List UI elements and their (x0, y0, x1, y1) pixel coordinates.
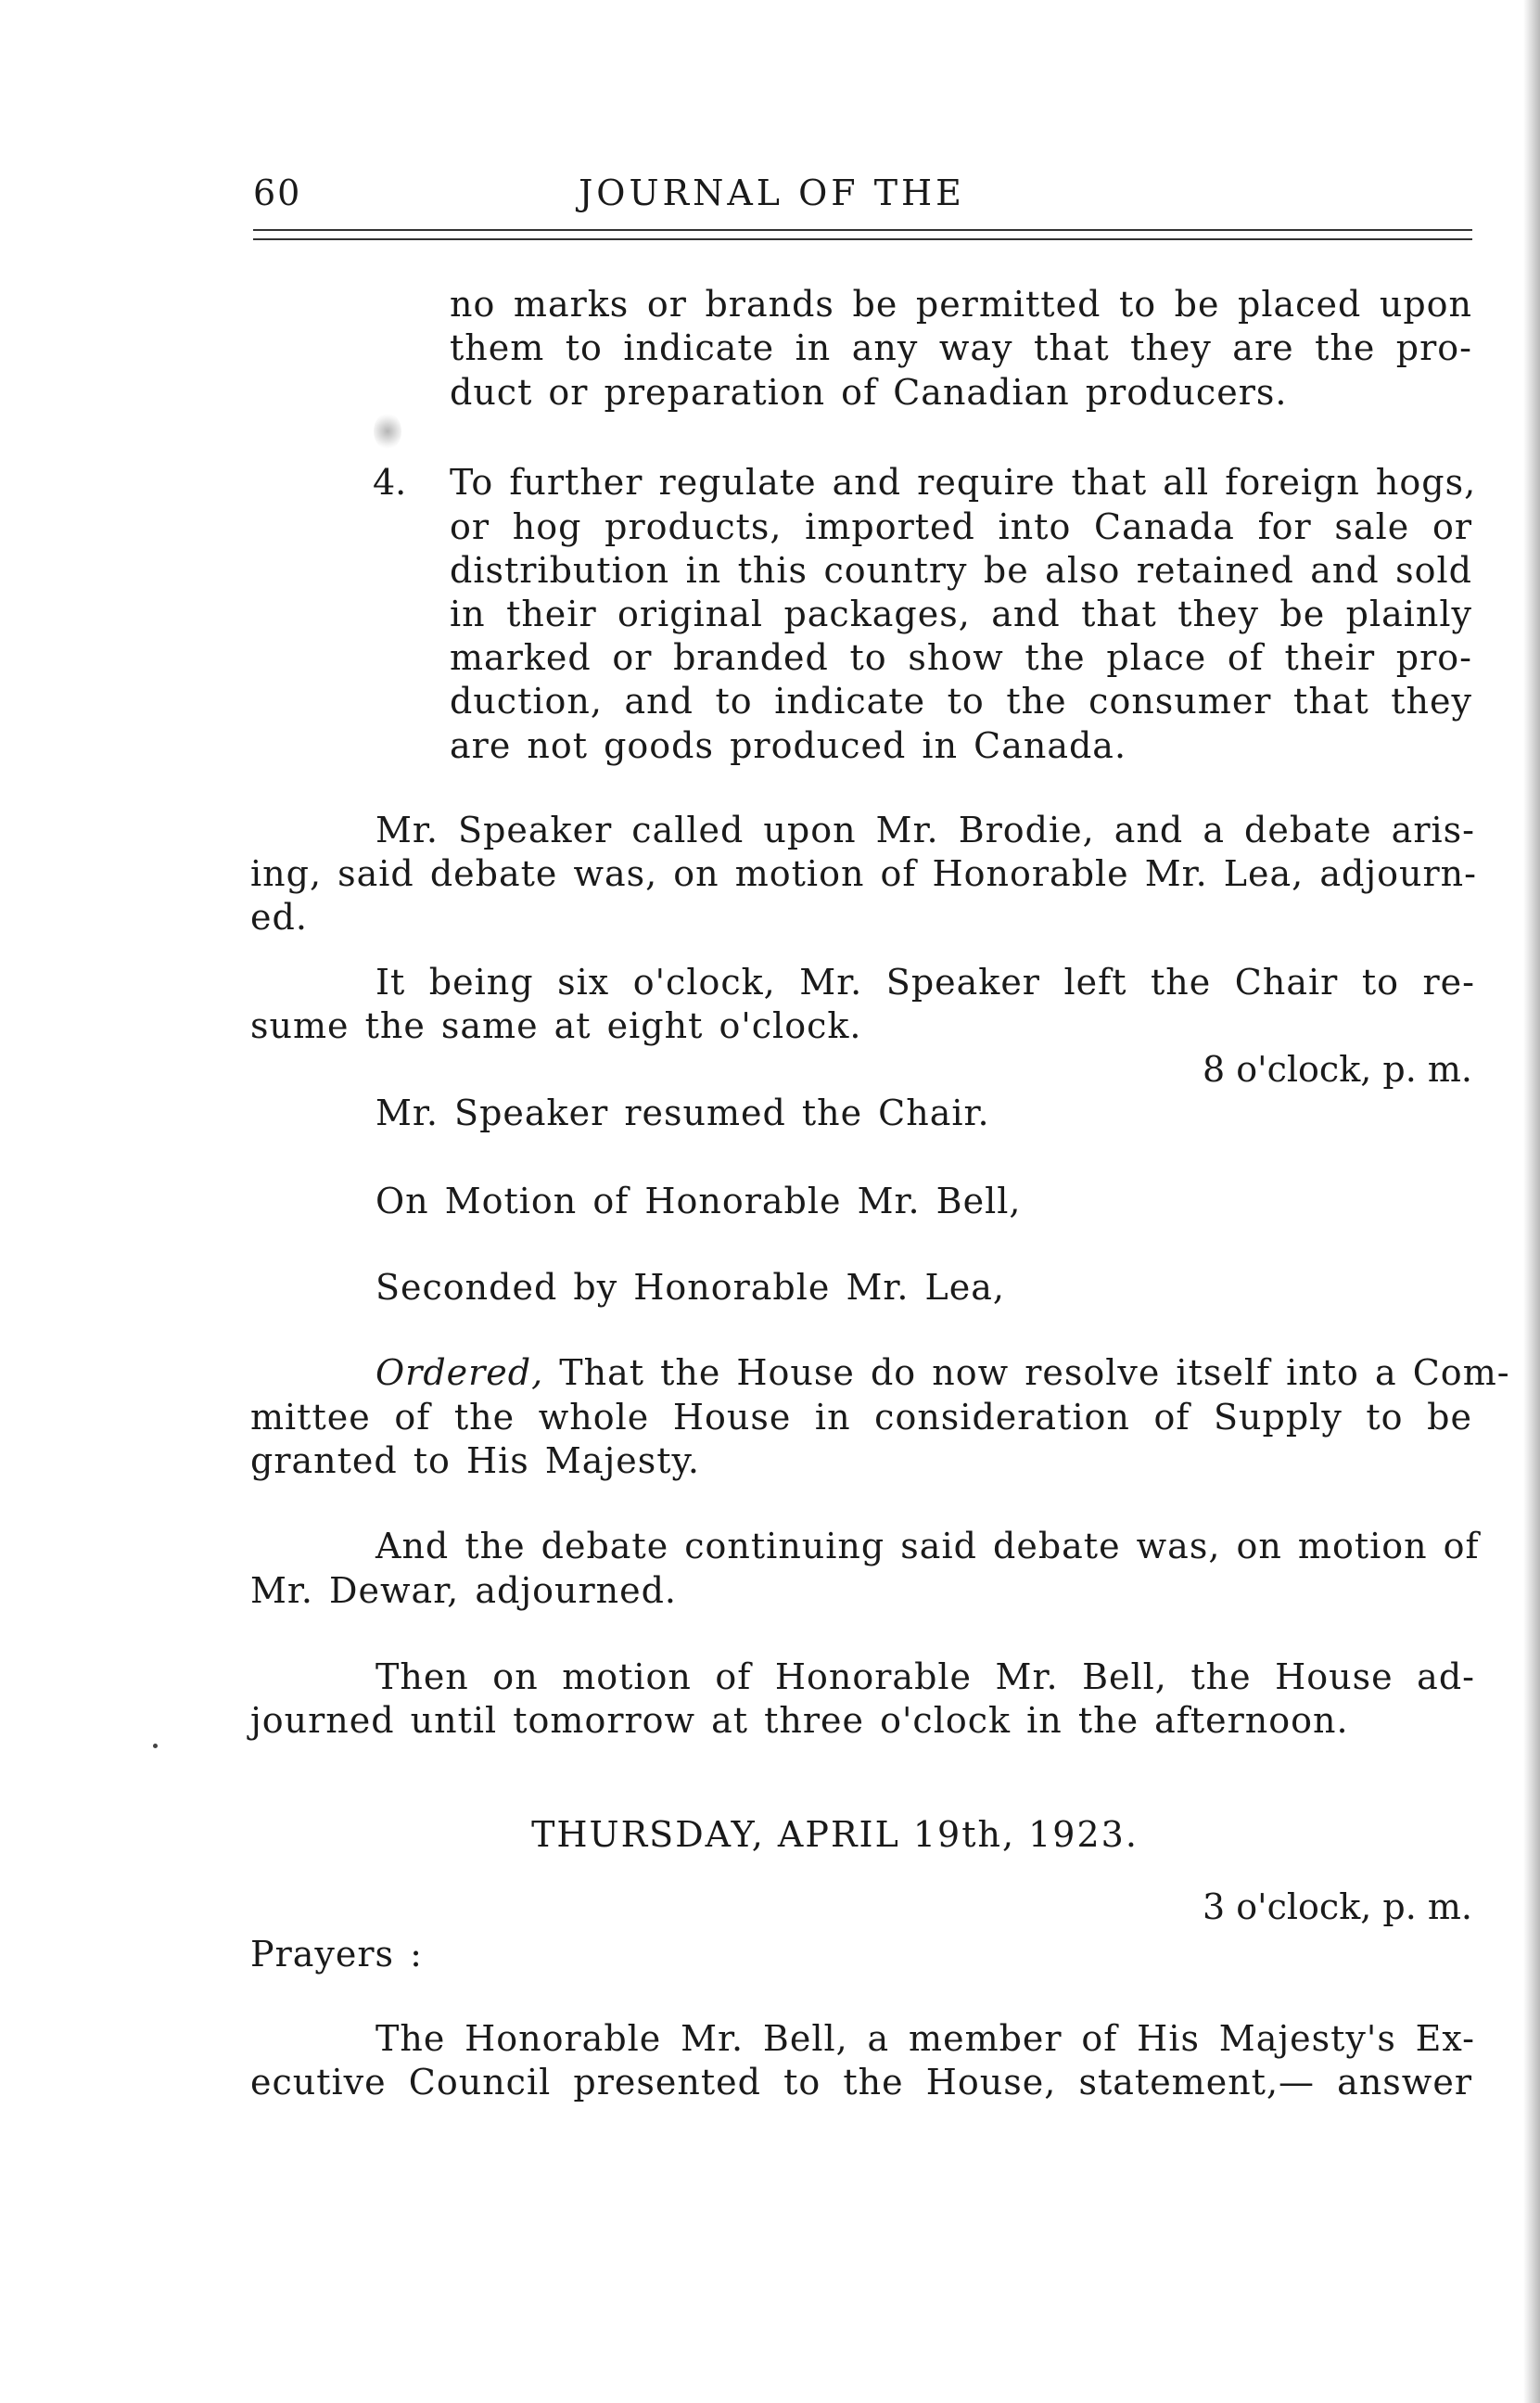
adjourn-line: Then on motion of Honorable Mr. Bell, the House ad- (375, 1656, 1475, 1697)
item3-line: duct or preparation of Canadian producers. (450, 372, 1288, 413)
six-oclock-line: It being six o'clock, Mr. Speaker left the Chair to re- (375, 962, 1475, 1003)
brodie-line: ed. (250, 897, 308, 938)
item4-number: 4. (373, 462, 407, 503)
item4-line: marked or branded to show the place of their pro- (450, 637, 1472, 678)
date-heading: THURSDAY, APRIL 19th, 1923. (531, 1814, 1139, 1855)
item3-line: them to indicate in any way that they are the pro- (450, 327, 1472, 368)
page-edge-shadow (1523, 0, 1540, 2403)
header-rule-bottom (253, 238, 1472, 240)
ordered-line-2: mittee of the whole House in consideration of Supply to be (250, 1397, 1472, 1438)
ordered-line-3: granted to His Majesty. (250, 1440, 700, 1481)
item4-line: or hog products, imported into Canada for sale or (450, 506, 1472, 547)
item4-line: in their original packages, and that they be plainly (450, 594, 1472, 634)
ordered-line-1 (375, 1351, 1510, 1395)
six-oclock-line: sume the same at eight o'clock. (250, 1005, 862, 1046)
item4-line: To further regulate and require that all foreign hogs, (450, 462, 1477, 503)
motion-bell: On Motion of Honorable Mr. Bell, (375, 1181, 1022, 1221)
item3-line: no marks or brands be permitted to be placed upon (450, 284, 1472, 325)
time-eight: 8 o'clock, p. m. (1203, 1049, 1472, 1090)
brodie-line: ing, said debate was, on motion of Honorable Mr. Lea, adjourn- (250, 853, 1477, 894)
dewar-line: Mr. Dewar, adjourned. (250, 1570, 677, 1611)
ordered-rest: That the House do now resolve itself into a Com- (543, 1352, 1510, 1393)
brodie-line: Mr. Speaker called upon Mr. Brodie, and a debate aris- (375, 810, 1475, 850)
statement-line: ecutive Council presented to the House, statement,— answer (250, 2062, 1472, 2103)
header-rule-top (253, 229, 1472, 231)
item4-line: distribution in this country be also retained and sold (450, 550, 1472, 591)
item4-line: are not goods produced in Canada. (450, 725, 1127, 766)
ordered-word: Ordered, (375, 1352, 544, 1393)
seconded-lea: Seconded by Honorable Mr. Lea, (375, 1267, 1005, 1308)
prayers-label: Prayers : (250, 1934, 423, 1975)
statement-line: The Honorable Mr. Bell, a member of His Majesty's Ex- (375, 2018, 1475, 2059)
ink-smudge (374, 413, 401, 450)
item4-line: duction, and to indicate to the consumer that they (450, 681, 1472, 722)
time-three: 3 o'clock, p. m. (1203, 1886, 1472, 1927)
speaker-resumed: Mr. Speaker resumed the Chair. (375, 1093, 990, 1133)
stray-dot (153, 1744, 158, 1748)
adjourn-line: journed until tomorrow at three o'clock in the afternoon. (250, 1700, 1349, 1741)
running-title: JOURNAL OF THE (579, 173, 965, 213)
dewar-line: And the debate continuing said debate was, on motion of (375, 1526, 1480, 1566)
page-number: 60 (253, 173, 302, 213)
